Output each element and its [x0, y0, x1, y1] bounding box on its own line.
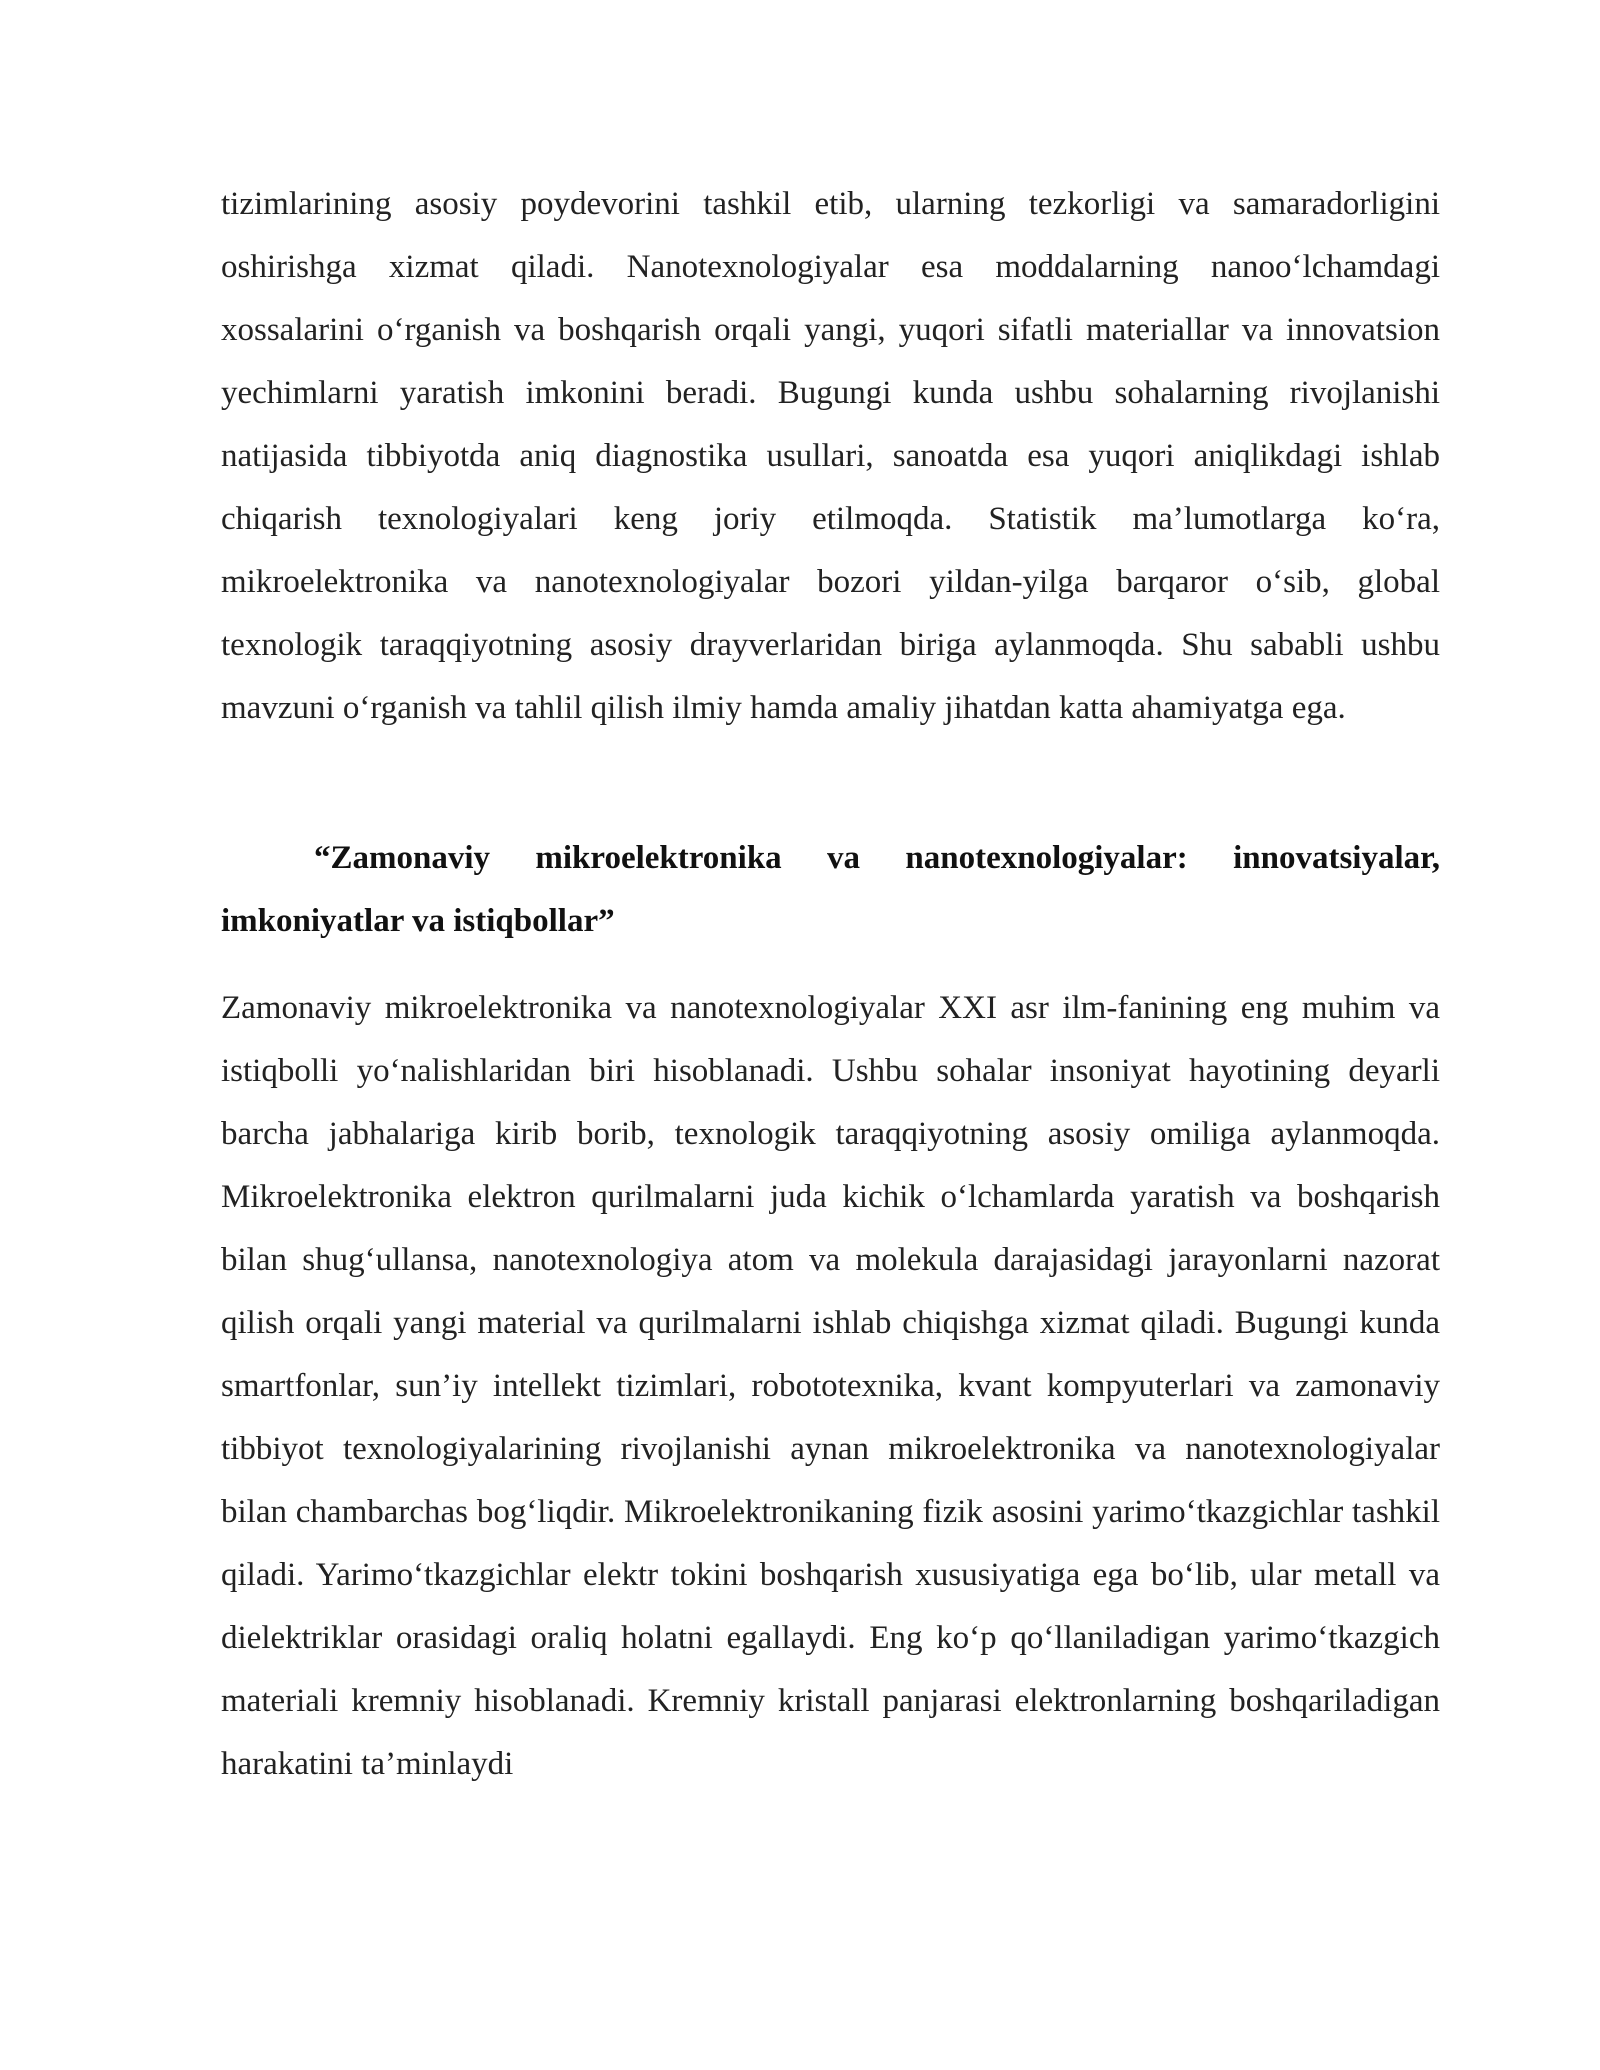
body-paragraph-2: Zamonaviy mikroelektronika va nanotexnologiyalar XXI asr ilm-fanining eng muhim va istiqbolli yo‘nalishlaridan biri hisoblanadi. Ushbu sohalar insoniyat hayotining deyarli barcha jabhalariga kirib borib, texnologik taraqqiyotning asosiy omiliga aylanmoqda. Mikroelektronika elektron qurilmalarni juda kichik o‘lchamlarda yaratish va boshqarish bilan shug‘ullansa, nanotexnologiya atom va molekula darajasidagi jarayonlarni nazorat qilish orqali yangi material va qurilmalarni ishlab chiqishga xizmat qiladi. Bugungi kunda smartfonlar, sun’iy intellekt tizimlari, robototexnika, kvant kompyuterlari va zamonaviy tibbiyot texnologiyalarining rivojlanishi aynan mikroelektronika va nanotexnologiyalar bilan chambarchas bog‘liqdir. Mikroelektronikaning fizik asosini yarimo‘tkazgichlar tashkil qiladi. Yarimo‘tkazgichlar elektr tokini boshqarish xususiyatiga ega bo‘lib, ular metall va dielektriklar orasidagi oraliq holatni egallaydi. Eng ko‘p qo‘llaniladigan yarimo‘tkazgich materiali kremniy hisoblanadi. Kremniy kristall panjarasi elektronlarning boshqariladigan harakatini ta’minlaydi — [221, 990, 1440, 1782]
section-heading: “Zamonaviy mikroelektronika va nanotexnologiyalar: innovatsiyalar, imkoniyatlar va istiqbollar” — [221, 840, 1440, 939]
body-paragraph-1: tizimlarining asosiy poydevorini tashkil etib, ularning tezkorligi va samaradorligini oshirishga xizmat qiladi. Nanotexnologiyalar esa moddalarning nanoo‘lchamdagi xossalarini o‘rganish va boshqarish orqali yangi, yuqori sifatli materiallar va innovatsion yechimlarni yaratish imkonini beradi. Bugungi kunda ushbu sohalarning rivojlanishi natijasida tibbiyotda aniq diagnostika usullari, sanoatda esa yuqori aniqlikdagi ishlab chiqarish texnologiyalari keng joriy etilmoqda. Statistik ma’lumotlarga ko‘ra, mikroelektronika va nanotexnologiyalar bozori yildan-yilga barqaror o‘sib, global texnologik taraqqiyotning asosiy drayverlaridan biriga aylanmoqda. Shu sababli ushbu mavzuni o‘rganish va tahlil qilish ilmiy hamda amaliy jihatdan katta ahamiyatga ega. — [221, 186, 1440, 726]
